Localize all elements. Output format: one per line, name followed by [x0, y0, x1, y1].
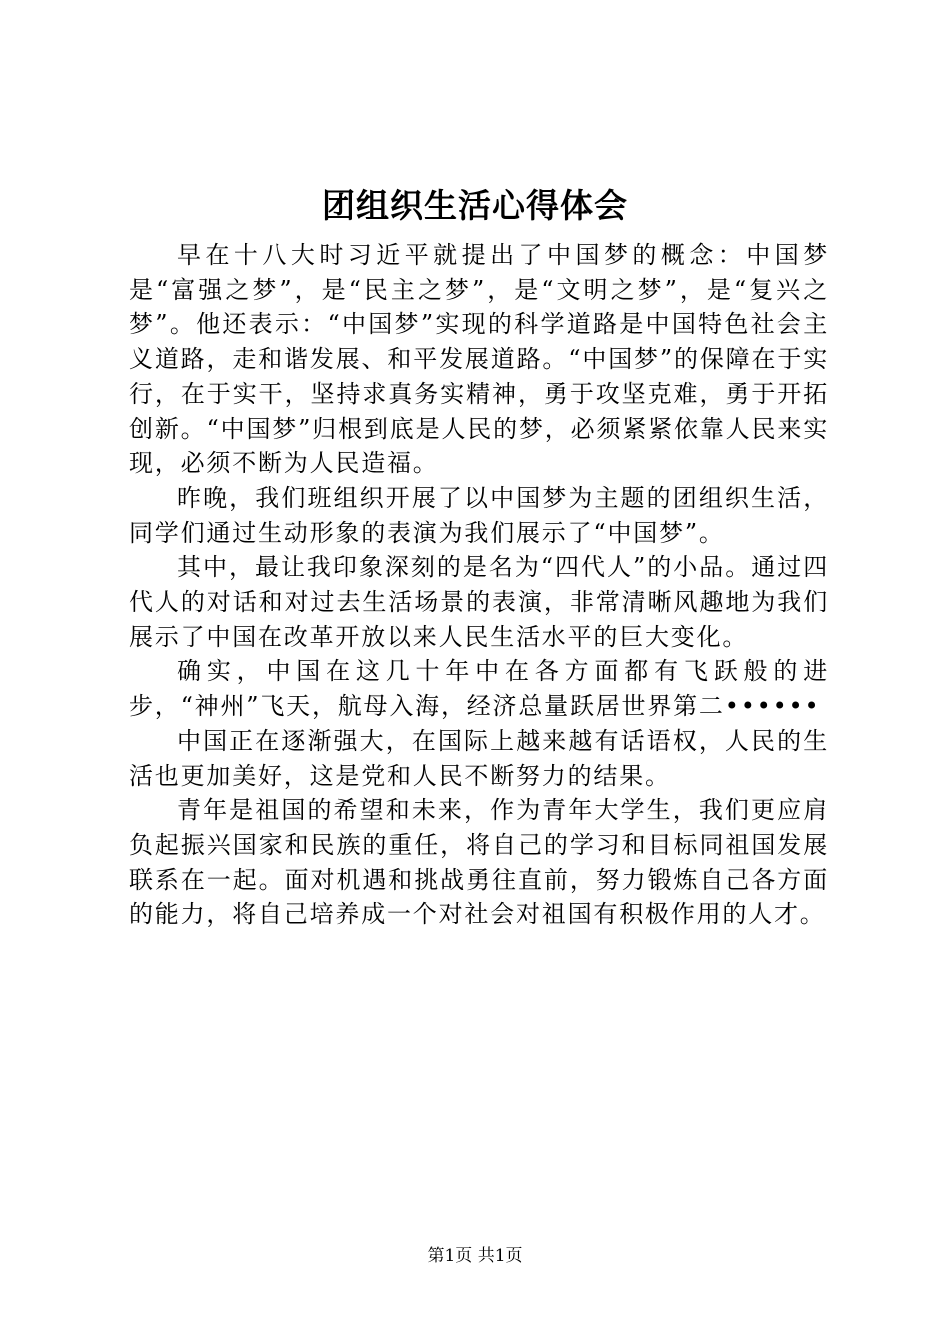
paragraph-6: 青年是祖国的希望和未来，作为青年大学生，我们更应肩负起振兴国家和民族的重任，将自己的学习和目标同祖国发展联系在一起。面对机遇和挑战勇往直前，努力锻炼自己各方面的能力，将自己培养成一个对社会对祖国有积极作用的人才。 [129, 796, 829, 929]
paragraph-5: 中国正在逐渐强大，在国际上越来越有话语权，人民的生活也更加美好，这是党和人民不断努力的结果。 [129, 726, 829, 790]
document-title: 团组织生活心得体会 [322, 186, 628, 225]
page-number-footer: 第1页 共1页 [427, 1246, 523, 1266]
paragraph-2: 昨晚，我们班组织开展了以中国梦为主题的团组织生活，同学们通过生动形象的表演为我们展示了“中国梦”。 [129, 483, 829, 547]
paragraph-4: 确实，中国在这几十年中在各方面都有飞跃般的进步，“神州”飞天，航母入海，经济总量跃居世界第二•••••• [129, 657, 829, 721]
paragraph-3: 其中，最让我印象深刻的是名为“四代人”的小品。通过四代人的对话和对过去生活场景的表演，非常清晰风趣地为我们展示了中国在改革开放以来人民生活水平的巨大变化。 [129, 553, 829, 651]
paragraph-1: 早在十八大时习近平就提出了中国梦的概念：中国梦是“富强之梦”，是“民主之梦”，是“文明之梦”，是“复兴之梦”。他还表示：“中国梦”实现的科学道路是中国特色社会主义道路，走和谐发展、和平发展道路。“中国梦”的保障在于实行，在于实干，坚持求真务实精神，勇于攻坚克难，勇于开拓创新。“中国梦”归根到底是人民的梦，必须紧紧依靠人民来实现，必须不断为人民造福。 [129, 241, 829, 478]
document-body [129, 238, 829, 932]
